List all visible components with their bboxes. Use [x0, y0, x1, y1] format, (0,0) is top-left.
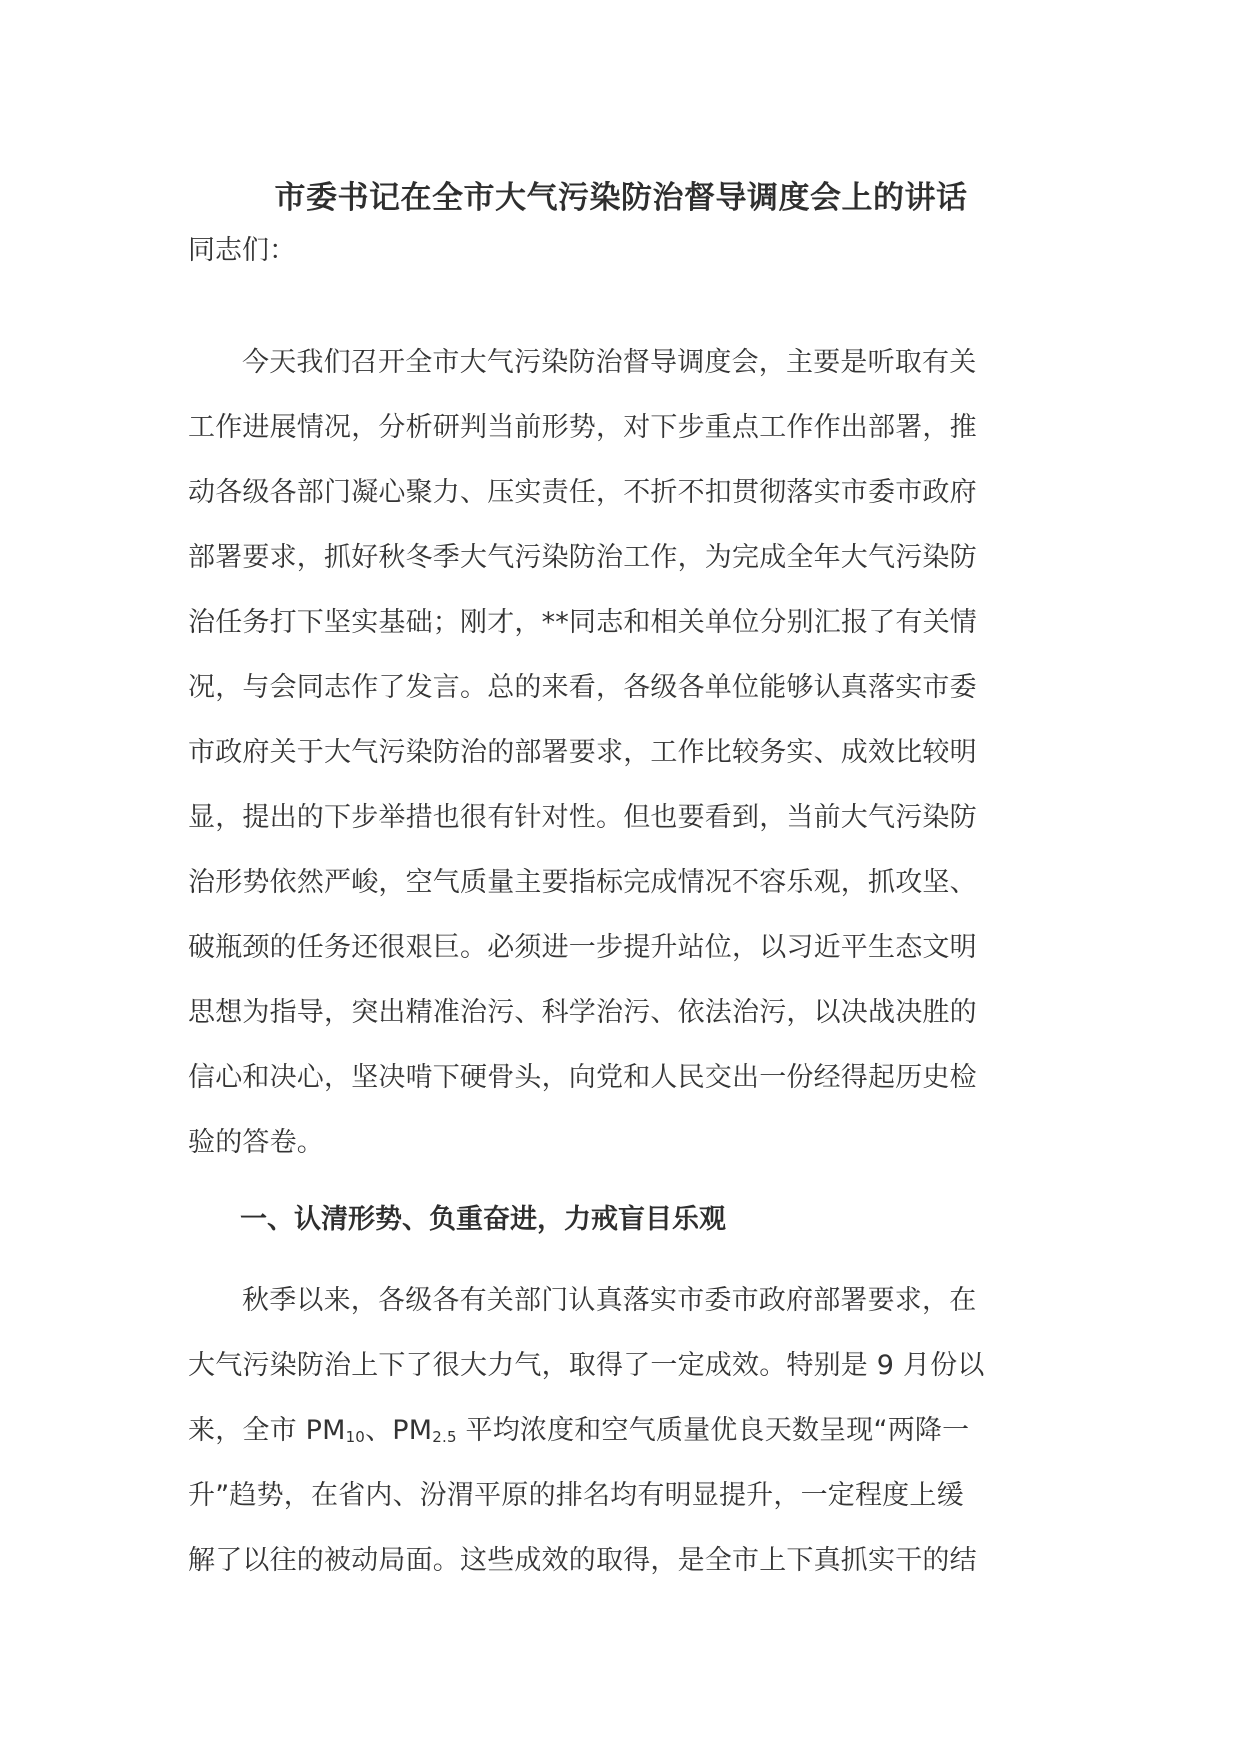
text-run: 来，全市 PM	[188, 1415, 346, 1446]
paragraph-line: 显，提出的下步举措也很有针对性。但也要看到，当前大气污染防	[188, 802, 977, 833]
text-run: 平均浓度和空气质量优良天数呈现“两降一	[456, 1415, 970, 1446]
paragraph-section-1	[188, 1268, 1054, 1593]
paragraph-line: 大气污染防治上下了很大力气，取得了一定成效。特别是 9 月份以	[188, 1350, 985, 1381]
pm10-subscript: 10	[345, 1428, 366, 1446]
paragraph-line: 工作进展情况，分析研判当前形势，对下步重点工作作出部署，推	[188, 412, 977, 443]
paragraph-line: 思想为指导，突出精准治污、科学治污、依法治污，以决战决胜的	[188, 997, 977, 1028]
paragraph-intro	[188, 330, 1054, 1175]
paragraph-line-pm	[188, 1398, 1054, 1463]
paragraph-line: 秋季以来，各级各有关部门认真落实市委市政府部署要求，在	[242, 1285, 977, 1316]
paragraph-line: 动各级各部门凝心聚力、压实责任，不折不扣贯彻落实市委市政府	[188, 477, 977, 508]
text-run: 、PM	[365, 1415, 433, 1446]
paragraph-line: 部署要求，抓好秋冬季大气污染防治工作，为完成全年大气污染防	[188, 542, 977, 573]
document-page	[188, 0, 1054, 1754]
paragraph-line: 破瓶颈的任务还很艰巨。必须进一步提升站位，以习近平生态文明	[188, 932, 977, 963]
salutation: 同志们：	[188, 235, 296, 266]
section-heading-1: 一、认清形势、负重奋进，力戒盲目乐观	[240, 1204, 726, 1235]
document-title: 市委书记在全市大气污染防治督导调度会上的讲话	[274, 180, 968, 216]
paragraph-line: 解了以往的被动局面。这些成效的取得，是全市上下真抓实干的结	[188, 1545, 977, 1576]
paragraph-line: 今天我们召开全市大气污染防治督导调度会，主要是听取有关	[242, 347, 977, 378]
paragraph-line: 治形势依然严峻，空气质量主要指标完成情况不容乐观，抓攻坚、	[188, 867, 977, 898]
paragraph-line: 况，与会同志作了发言。总的来看，各级各单位能够认真落实市委	[188, 672, 977, 703]
paragraph-line: 验的答卷。	[188, 1127, 324, 1158]
paragraph-line: 升”趋势，在省内、汾渭平原的排名均有明显提升，一定程度上缓	[188, 1480, 964, 1511]
paragraph-line: 治任务打下坚实基础；刚才，**同志和相关单位分别汇报了有关情	[188, 607, 977, 638]
paragraph-line: 信心和决心，坚决啃下硬骨头，向党和人民交出一份经得起历史检	[188, 1062, 977, 1093]
paragraph-line: 市政府关于大气污染防治的部署要求，工作比较务实、成效比较明	[188, 737, 977, 768]
pm25-subscript: 2.5	[432, 1428, 457, 1446]
